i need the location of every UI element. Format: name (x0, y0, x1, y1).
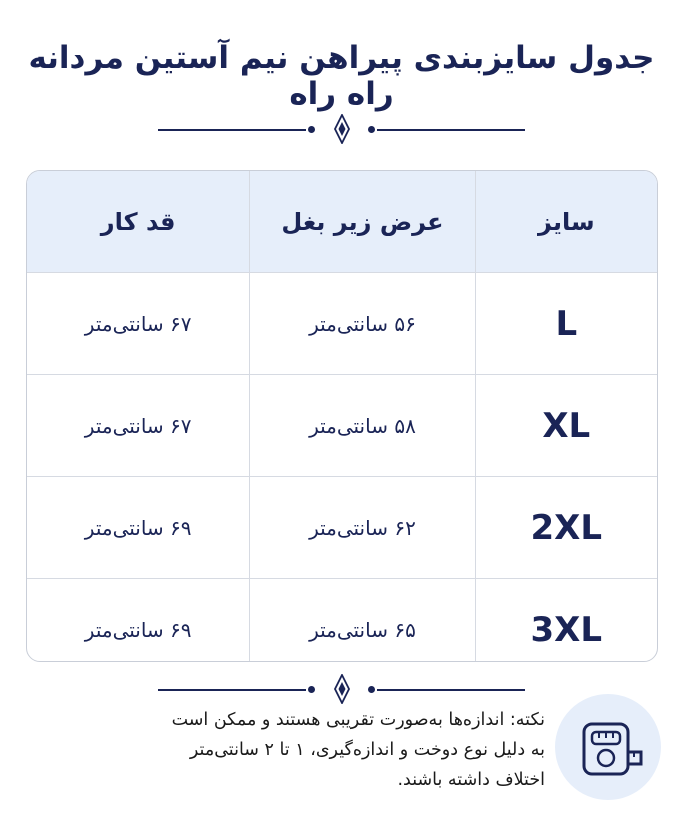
size-table (26, 170, 658, 662)
note-icon-circle (555, 694, 661, 800)
size-value: L (475, 273, 657, 374)
note-line: اختلاف داشته باشند. (397, 770, 545, 790)
header-width: عرض زیر بغل (249, 171, 474, 272)
width-value: ۶۵ سانتی‌متر (249, 579, 474, 662)
size-value: 3XL (475, 579, 657, 662)
header-length: قد کار (100, 207, 176, 236)
table-row (27, 272, 657, 374)
note-line: نکته: اندازه‌ها به‌صورت تقریبی هستند و ممکن است (171, 710, 545, 730)
table-row (27, 476, 657, 578)
width-value: ۶۲ سانتی‌متر (249, 477, 474, 578)
length-value: ۶۹ سانتی‌متر (84, 617, 192, 642)
diamond-ornament-icon (327, 114, 357, 144)
top-divider (158, 120, 525, 140)
table-row (27, 374, 657, 476)
width-value: ۵۸ سانتی‌متر (249, 375, 474, 476)
page-title: جدول سایزبندی پیراهن نیم آستین مردانه راه راه (28, 40, 655, 112)
size-value: 2XL (475, 477, 657, 578)
length-value: ۶۷ سانتی‌متر (84, 413, 192, 438)
header-size: سایز (475, 171, 657, 272)
note-text (40, 705, 545, 795)
diamond-ornament-icon (327, 674, 357, 704)
bottom-divider (158, 680, 525, 700)
table-header-row (27, 171, 657, 272)
length-value: ۶۷ سانتی‌متر (84, 311, 192, 336)
length-value: ۶۹ سانتی‌متر (84, 515, 192, 540)
measuring-tape-icon (555, 694, 661, 800)
width-value: ۵۶ سانتی‌متر (249, 273, 474, 374)
size-value: XL (475, 375, 657, 476)
table-row (27, 578, 657, 662)
note-line: به دلیل نوع دوخت و اندازه‌گیری، ۱ تا ۲ سانتی‌متر (189, 740, 545, 760)
